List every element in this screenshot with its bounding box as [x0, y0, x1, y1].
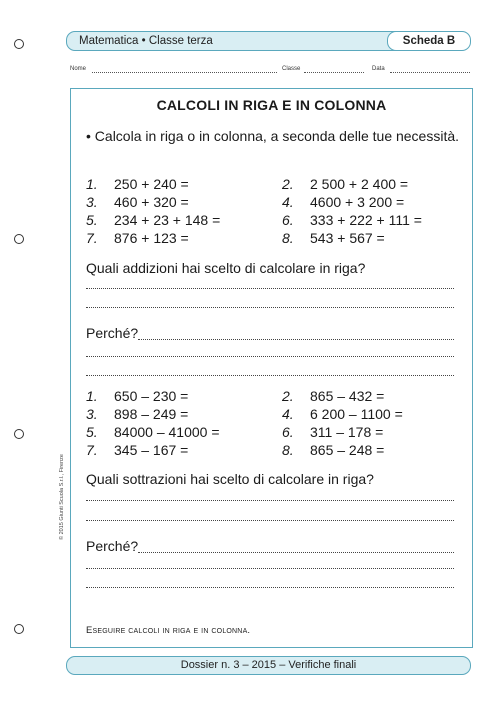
answer-line[interactable]	[86, 520, 454, 521]
copyright-notice: © 2015 Giunti Scuola S.r.l., Firenze	[59, 454, 65, 540]
answer-line[interactable]	[138, 339, 454, 340]
worksheet-badge: Scheda B	[387, 31, 471, 51]
exercise-item: 3. 898 – 249 =	[86, 406, 189, 422]
exercise-item: 4. 6 200 – 1100 =	[282, 406, 403, 422]
answer-line[interactable]	[86, 500, 454, 501]
why-label: Perché?	[86, 538, 139, 554]
date-field[interactable]	[390, 66, 470, 73]
binder-hole-1	[14, 39, 24, 49]
exercise-item: 2. 865 – 432 =	[282, 388, 385, 404]
class-field[interactable]	[304, 66, 364, 73]
exercise-item: 5. 234 + 23 + 148 =	[86, 212, 221, 228]
exercise-item: 5. 84000 – 41000 =	[86, 424, 220, 440]
binder-hole-4	[14, 624, 24, 634]
exercise-item: 1. 250 + 240 =	[86, 176, 189, 192]
student-info-line	[66, 66, 471, 78]
worksheet-title: CALCOLI IN RIGA E IN COLONNA	[156, 97, 387, 113]
answer-line[interactable]	[86, 568, 454, 569]
binder-hole-3	[14, 429, 24, 439]
learning-objective: Eseguire calcoli in riga e in colonna.	[86, 625, 251, 636]
question-subtractions: Quali sottrazioni hai scelto di calcolare in riga?	[86, 471, 374, 487]
exercise-item: 7. 876 + 123 =	[86, 230, 189, 246]
answer-line[interactable]	[86, 288, 454, 289]
footer-bar: Dossier n. 3 – 2015 – Verifiche finali	[66, 656, 471, 675]
binder-hole-2	[14, 234, 24, 244]
name-label: Nome	[70, 66, 87, 72]
answer-line[interactable]	[86, 307, 454, 308]
exercise-item: 7. 345 – 167 =	[86, 442, 189, 458]
date-label: Data	[372, 66, 385, 72]
question-additions: Quali addizioni hai scelto di calcolare in riga?	[86, 260, 366, 276]
header-bar	[66, 31, 471, 51]
class-label: Classe	[282, 66, 301, 72]
name-field[interactable]	[92, 66, 277, 73]
content-frame	[70, 88, 473, 648]
exercise-item: 6. 311 – 178 =	[282, 424, 384, 440]
instruction: • Calcola in riga o in colonna, a seconda delle tue necessità.	[86, 128, 460, 144]
exercise-item: 1. 650 – 230 =	[86, 388, 189, 404]
exercise-item: 4. 4600 + 3 200 =	[282, 194, 405, 210]
answer-line[interactable]	[86, 356, 454, 357]
header-subject: Matematica • Classe terza	[79, 35, 213, 47]
exercise-item: 3. 460 + 320 =	[86, 194, 189, 210]
exercise-item: 6. 333 + 222 + 111 =	[282, 212, 422, 228]
why-label: Perché?	[86, 325, 139, 341]
exercise-item: 8. 543 + 567 =	[282, 230, 385, 246]
exercise-item: 2. 2 500 + 2 400 =	[282, 176, 409, 192]
exercise-item: 8. 865 – 248 =	[282, 442, 385, 458]
answer-line[interactable]	[138, 552, 454, 553]
answer-line[interactable]	[86, 587, 454, 588]
answer-line[interactable]	[86, 375, 454, 376]
